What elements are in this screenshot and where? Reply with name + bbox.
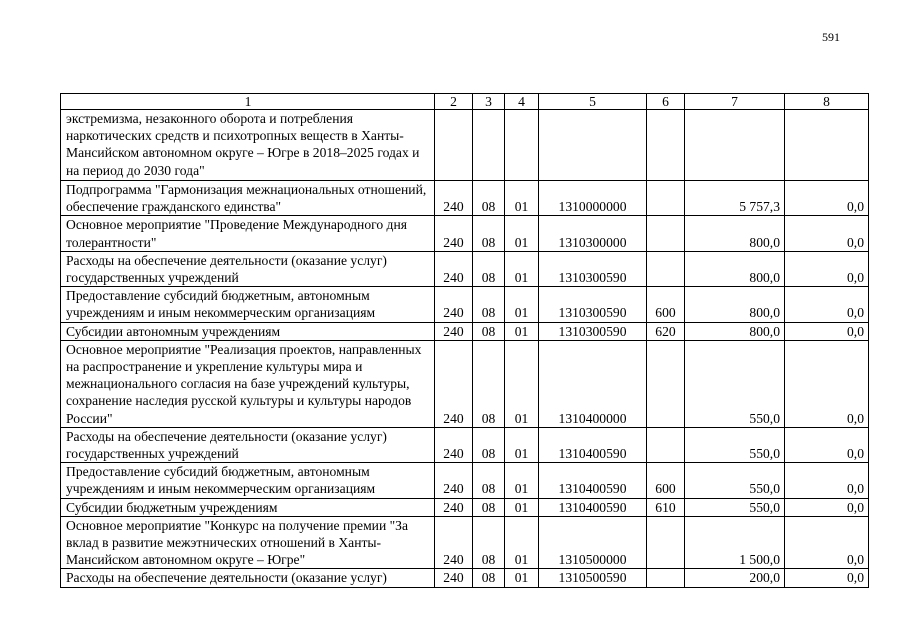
cell-value-8: 0,0 [785, 216, 869, 251]
cell-value-8: 0,0 [785, 463, 869, 498]
cell-code-2: 240 [435, 216, 473, 251]
table-row [61, 427, 869, 462]
cell-code-3: 08 [473, 427, 505, 462]
cell-value-7: 550,0 [685, 463, 785, 498]
cell-code-4 [505, 110, 539, 181]
cell-value-8: 0,0 [785, 287, 869, 322]
cell-code-6 [647, 569, 685, 587]
header-cell-2: 2 [435, 94, 473, 110]
cell-value-8: 0,0 [785, 498, 869, 516]
cell-code-4: 01 [505, 287, 539, 322]
cell-code-4: 01 [505, 340, 539, 427]
cell-description: Подпрограмма "Гармонизация межнациональных отношений, обеспечение гражданского единства" [61, 181, 435, 216]
cell-code-4: 01 [505, 498, 539, 516]
table-row [61, 110, 869, 181]
cell-code-3: 08 [473, 322, 505, 340]
cell-code-6 [647, 181, 685, 216]
cell-description: Субсидии бюджетным учреждениям [61, 498, 435, 516]
cell-code-6 [647, 516, 685, 569]
cell-code-5: 1310000000 [539, 181, 647, 216]
table-row [61, 322, 869, 340]
table-row [61, 287, 869, 322]
cell-code-3 [473, 110, 505, 181]
cell-code-4: 01 [505, 463, 539, 498]
cell-value-7: 800,0 [685, 287, 785, 322]
cell-code-5: 1310300590 [539, 322, 647, 340]
cell-code-3: 08 [473, 287, 505, 322]
cell-code-6: 610 [647, 498, 685, 516]
header-cell-4: 4 [505, 94, 539, 110]
cell-code-6: 620 [647, 322, 685, 340]
cell-description: Расходы на обеспечение деятельности (оказание услуг) [61, 569, 435, 587]
table-row [61, 498, 869, 516]
cell-code-2: 240 [435, 287, 473, 322]
cell-code-6 [647, 251, 685, 286]
cell-code-2: 240 [435, 427, 473, 462]
cell-value-7: 800,0 [685, 322, 785, 340]
cell-value-8: 0,0 [785, 516, 869, 569]
table-row [61, 569, 869, 587]
cell-code-4: 01 [505, 569, 539, 587]
budget-table [60, 93, 869, 588]
cell-description: Основное мероприятие "Конкурс на получение премии "За вклад в развитие межэтнических отношений в Ханты-Мансийском автономном округе – Югре" [61, 516, 435, 569]
cell-description: экстремизма, незаконного оборота и потребления наркотических средств и психотропных веществ в Ханты-Мансийском автономном округе – Югре в 2018–2025 годах и на период до 2030 года" [61, 110, 435, 181]
cell-value-8: 0,0 [785, 427, 869, 462]
cell-value-7: 1 500,0 [685, 516, 785, 569]
cell-value-7: 200,0 [685, 569, 785, 587]
cell-code-4: 01 [505, 516, 539, 569]
cell-code-2: 240 [435, 251, 473, 286]
cell-code-2: 240 [435, 181, 473, 216]
cell-value-8: 0,0 [785, 569, 869, 587]
cell-code-6 [647, 340, 685, 427]
header-cell-5: 5 [539, 94, 647, 110]
cell-code-4: 01 [505, 181, 539, 216]
cell-code-2: 240 [435, 322, 473, 340]
cell-code-2 [435, 110, 473, 181]
header-cell-1: 1 [61, 94, 435, 110]
cell-code-3: 08 [473, 498, 505, 516]
cell-code-3: 08 [473, 569, 505, 587]
cell-code-6: 600 [647, 287, 685, 322]
cell-code-5: 1310300590 [539, 287, 647, 322]
table-row [61, 216, 869, 251]
cell-description: Основное мероприятие "Проведение Международного дня толерантности" [61, 216, 435, 251]
header-cell-3: 3 [473, 94, 505, 110]
cell-value-7: 800,0 [685, 216, 785, 251]
cell-code-6 [647, 110, 685, 181]
table-row [61, 181, 869, 216]
cell-code-3: 08 [473, 181, 505, 216]
cell-code-6 [647, 216, 685, 251]
cell-value-7: 550,0 [685, 427, 785, 462]
cell-description: Расходы на обеспечение деятельности (оказание услуг) государственных учреждений [61, 251, 435, 286]
cell-code-5: 1310500590 [539, 569, 647, 587]
cell-code-4: 01 [505, 216, 539, 251]
cell-value-7: 550,0 [685, 340, 785, 427]
cell-value-7: 550,0 [685, 498, 785, 516]
cell-code-5: 1310400590 [539, 498, 647, 516]
cell-value-8: 0,0 [785, 322, 869, 340]
header-cell-6: 6 [647, 94, 685, 110]
page-number: 591 [822, 30, 840, 44]
cell-code-2: 240 [435, 340, 473, 427]
cell-code-5: 1310400590 [539, 463, 647, 498]
cell-value-8 [785, 110, 869, 181]
cell-description: Основное мероприятие "Реализация проектов, направленных на распространение и укрепление культуры мира и межнационального согласия на базе учреждений культуры, сохранение наследия русской культуры и культуры народов России" [61, 340, 435, 427]
table-header-row [61, 94, 869, 110]
cell-code-3: 08 [473, 251, 505, 286]
cell-code-2: 240 [435, 516, 473, 569]
cell-code-4: 01 [505, 251, 539, 286]
cell-value-8: 0,0 [785, 340, 869, 427]
cell-code-5: 1310400000 [539, 340, 647, 427]
cell-value-8: 0,0 [785, 251, 869, 286]
cell-code-5: 1310500000 [539, 516, 647, 569]
cell-description: Расходы на обеспечение деятельности (оказание услуг) государственных учреждений [61, 427, 435, 462]
cell-code-6 [647, 427, 685, 462]
cell-code-6: 600 [647, 463, 685, 498]
cell-code-2: 240 [435, 463, 473, 498]
table-row [61, 516, 869, 569]
cell-code-3: 08 [473, 516, 505, 569]
table-row [61, 251, 869, 286]
cell-value-8: 0,0 [785, 181, 869, 216]
cell-description: Предоставление субсидий бюджетным, автономным учреждениям и иным некоммерческим организациям [61, 463, 435, 498]
cell-description: Предоставление субсидий бюджетным, автономным учреждениям и иным некоммерческим организациям [61, 287, 435, 322]
cell-code-3: 08 [473, 216, 505, 251]
header-cell-8: 8 [785, 94, 869, 110]
cell-code-5 [539, 110, 647, 181]
cell-description: Субсидии автономным учреждениям [61, 322, 435, 340]
cell-value-7: 800,0 [685, 251, 785, 286]
cell-code-5: 1310300000 [539, 216, 647, 251]
cell-value-7 [685, 110, 785, 181]
cell-code-2: 240 [435, 569, 473, 587]
cell-code-4: 01 [505, 427, 539, 462]
table-row [61, 340, 869, 427]
header-cell-7: 7 [685, 94, 785, 110]
cell-value-7: 5 757,3 [685, 181, 785, 216]
cell-code-5: 1310300590 [539, 251, 647, 286]
cell-code-3: 08 [473, 463, 505, 498]
cell-code-5: 1310400590 [539, 427, 647, 462]
cell-code-2: 240 [435, 498, 473, 516]
cell-code-3: 08 [473, 340, 505, 427]
table-row [61, 463, 869, 498]
cell-code-4: 01 [505, 322, 539, 340]
